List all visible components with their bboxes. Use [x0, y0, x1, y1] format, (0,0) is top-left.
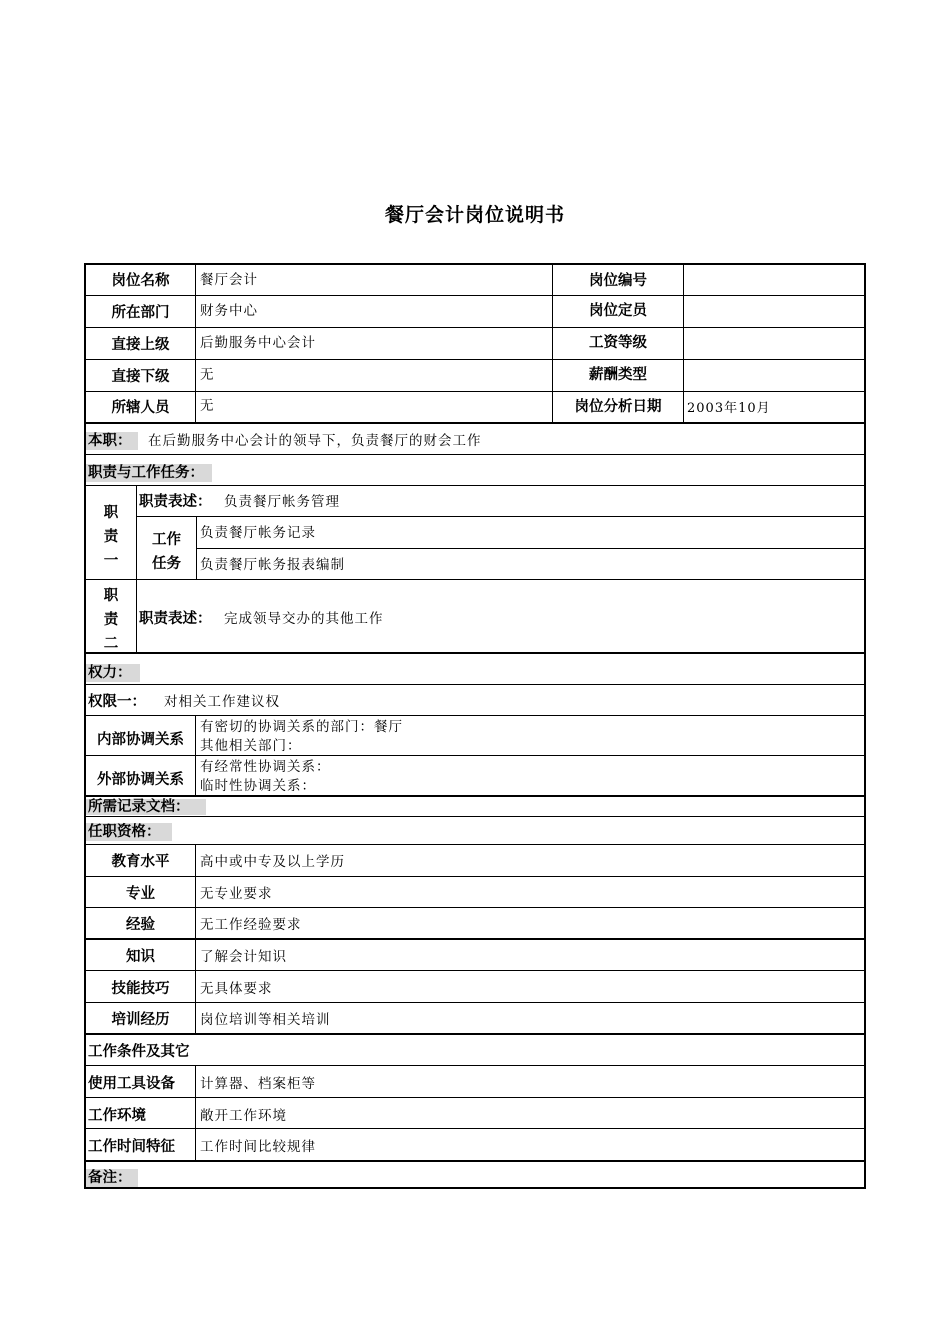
education-value: 高中或中专及以上学历 — [200, 854, 345, 870]
internal-coordination-line-2: 其他相关部门： — [200, 738, 302, 754]
environment-value: 敞开工作环境 — [200, 1108, 287, 1124]
internal-coordination-line-1: 有密切的协调关系的部门：餐厅 — [200, 719, 403, 735]
skills-label: 技能技巧 — [111, 981, 170, 997]
qualification-header: 任职资格： — [88, 824, 161, 840]
external-coordination-line-2: 临时性协调关系： — [200, 778, 316, 794]
work-time-value: 工作时间比较规律 — [200, 1139, 316, 1155]
education-label: 教育水平 — [111, 854, 170, 870]
authority-value: 对相关工作建议权 — [164, 694, 280, 710]
knowledge-label: 知识 — [126, 949, 155, 965]
training-value: 岗位培训等相关培训 — [200, 1012, 331, 1028]
duty-label: 本职： — [88, 433, 132, 449]
duty-one-side-2: 责 — [103, 529, 119, 545]
job-description-form — [84, 263, 866, 1189]
duty-one-desc: 负责餐厅帐务管理 — [224, 494, 340, 510]
task-label-1: 工作 — [152, 532, 181, 548]
page-title: 餐厅会计岗位说明书 — [384, 204, 565, 226]
governed-staff-value: 无 — [200, 398, 215, 414]
duty-two-side-3: 二 — [103, 636, 119, 652]
work-time-label: 工作时间特征 — [88, 1139, 175, 1155]
duty-two-desc-label: 职责表述： — [139, 611, 212, 627]
task-2: 负责餐厅帐务报表编制 — [200, 557, 345, 573]
post-code-label: 岗位编号 — [589, 273, 647, 289]
duty-one-side-1: 职 — [103, 505, 119, 521]
duty-two-side-1: 职 — [103, 588, 119, 604]
pay-type-label: 薪酬类型 — [589, 367, 647, 383]
skills-value: 无具体要求 — [200, 981, 273, 997]
tools-value: 计算器、档案柜等 — [200, 1076, 316, 1092]
task-1: 负责餐厅帐务记录 — [200, 525, 316, 541]
internal-coordination-label: 内部协调关系 — [97, 732, 184, 748]
subordinate-value: 无 — [200, 367, 215, 383]
power-header: 权力： — [88, 665, 132, 681]
subordinate-label: 直接下级 — [111, 369, 170, 385]
duty-value: 在后勤服务中心会计的领导下，负责餐厅的财会工作 — [148, 433, 482, 449]
major-label: 专业 — [126, 886, 155, 902]
superior-value: 后勤服务中心会计 — [200, 335, 316, 351]
major-value: 无专业要求 — [200, 886, 273, 902]
remarks-label: 备注： — [88, 1170, 132, 1186]
duty-two-desc: 完成领导交办的其他工作 — [224, 611, 384, 627]
training-label: 培训经历 — [111, 1012, 170, 1028]
post-name-label: 岗位名称 — [111, 273, 170, 289]
conditions-header: 工作条件及其它 — [88, 1044, 190, 1060]
records-label: 所需记录文档： — [88, 799, 190, 815]
analysis-date-value: 2003年10月 — [687, 401, 771, 416]
external-coordination-line-1: 有经常性协调关系： — [200, 759, 331, 775]
duty-one-desc-label: 职责表述： — [139, 494, 212, 510]
experience-label: 经验 — [126, 917, 155, 933]
department-label: 所在部门 — [111, 305, 170, 321]
tools-label: 使用工具设备 — [88, 1076, 175, 1092]
authority-label: 权限一： — [88, 694, 146, 710]
wage-grade-label: 工资等级 — [589, 335, 647, 351]
knowledge-value: 了解会计知识 — [200, 949, 287, 965]
duty-one-side-3: 一 — [103, 553, 119, 569]
superior-label: 直接上级 — [111, 337, 170, 353]
analysis-date-label: 岗位分析日期 — [574, 399, 662, 415]
experience-value: 无工作经验要求 — [200, 917, 302, 933]
governed-staff-label: 所辖人员 — [111, 400, 170, 416]
environment-label: 工作环境 — [88, 1108, 146, 1124]
post-name-value: 餐厅会计 — [200, 272, 258, 288]
external-coordination-label: 外部协调关系 — [97, 772, 184, 788]
duty-two-side-2: 责 — [103, 612, 119, 628]
responsibilities-header: 职责与工作任务： — [88, 465, 204, 481]
task-label-2: 任务 — [152, 556, 181, 572]
post-quota-label: 岗位定员 — [589, 303, 647, 319]
department-value: 财务中心 — [200, 303, 258, 319]
